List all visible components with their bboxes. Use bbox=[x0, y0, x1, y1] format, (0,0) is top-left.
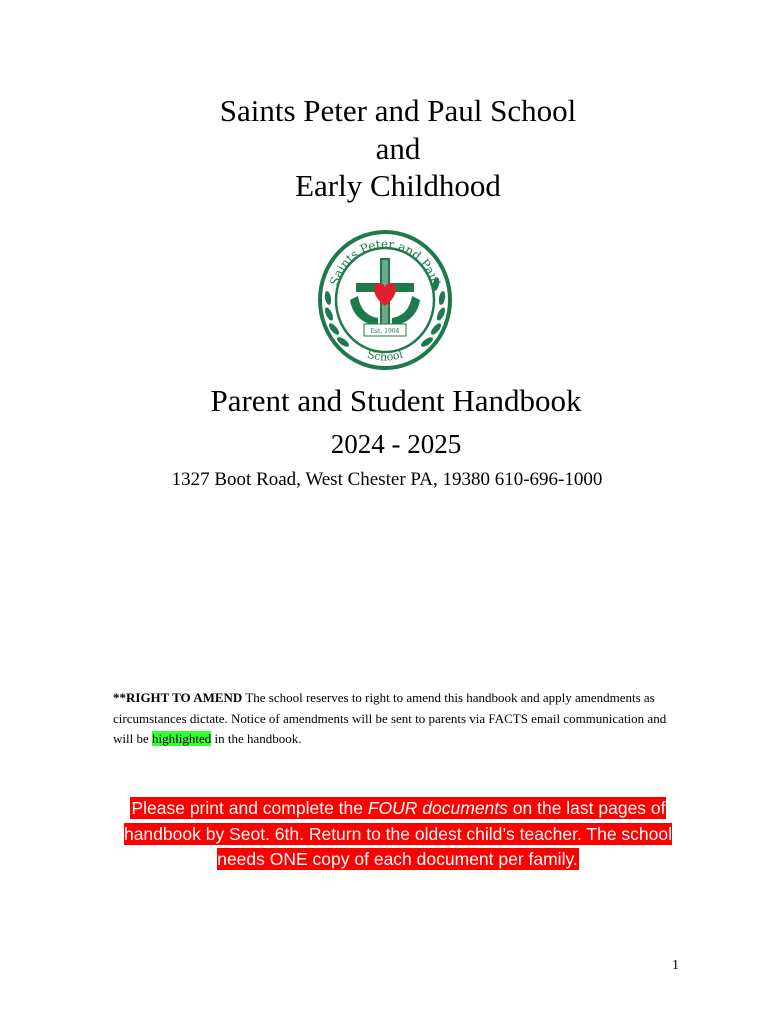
notice-text-start: Please print and complete the bbox=[131, 798, 368, 818]
print-documents-notice bbox=[100, 796, 696, 873]
early-childhood-title: Early Childhood bbox=[295, 168, 501, 203]
seal-bottom-text: School bbox=[365, 347, 405, 364]
school-address: 1327 Boot Road, West Chester PA, 19380 610-696-1000 bbox=[171, 469, 603, 490]
school-name: Saints Peter and Paul School bbox=[219, 93, 577, 128]
title-and: and bbox=[375, 131, 421, 166]
highlighted-word: highlighted bbox=[152, 731, 212, 746]
school-seal-logo bbox=[316, 228, 454, 372]
right-to-amend-paragraph bbox=[113, 688, 673, 750]
seal-top-text: Saints Peter and Paul bbox=[327, 236, 443, 288]
page-number: 1 bbox=[672, 958, 679, 973]
right-to-amend-heading: **RIGHT TO AMEND bbox=[113, 690, 243, 705]
notice-text-end: on the last pages of handbook by Seot. 6th. Return to the oldest child’s teacher. The school needs ONE copy of each document per family. bbox=[123, 798, 673, 869]
school-year: 2024 - 2025 bbox=[330, 429, 462, 459]
amend-body-text-end: in the handbook. bbox=[211, 731, 302, 746]
notice-four-documents: FOUR documents bbox=[367, 798, 508, 818]
handbook-title: Parent and Student Handbook bbox=[210, 383, 582, 418]
seal-est-text: Est. 1904 bbox=[370, 328, 400, 335]
amend-body-text: The school reserves to right to amend this handbook and apply amendments as circumstances dictate. Notice of amendments will be sent to parents via FACTS email communication and will be bbox=[113, 690, 667, 746]
